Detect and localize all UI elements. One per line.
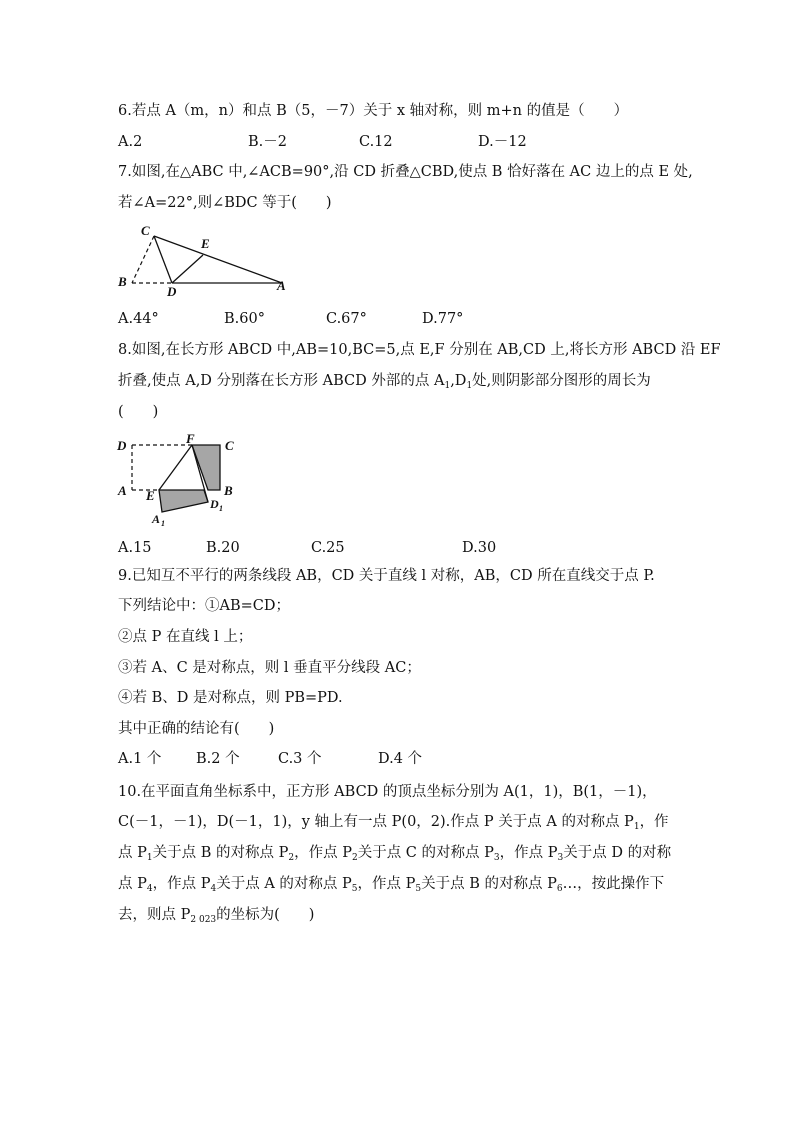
q8-sub-a1: 1 bbox=[444, 381, 451, 391]
q7-triangle-figure bbox=[112, 222, 297, 298]
q7-option-d: D.77° bbox=[422, 311, 464, 327]
q10-line5-sub: 2 023 bbox=[190, 915, 217, 925]
q7-segment-cd bbox=[154, 236, 172, 283]
q10-line3-c: ，作点 P bbox=[294, 845, 352, 861]
q8-stem-line1: 8.如图,在长方形 ABCD 中,AB=10,BC=5,点 E,F 分别在 AB,CD 上,将长方形 ABCD 沿 EF bbox=[118, 342, 721, 358]
q8-shaded-region-lower bbox=[159, 490, 208, 512]
q8-stem-line2-a: 折叠,使点 A,D 分别落在长方形 ABCD 外部的点 A bbox=[118, 373, 445, 389]
q8-label-d: D bbox=[117, 438, 127, 453]
q9-stem-line2: 下列结论中：①AB=CD； bbox=[118, 598, 290, 614]
q8-option-b: B.20 bbox=[206, 540, 240, 556]
q10-line3-e: ，作点 P bbox=[499, 845, 558, 861]
q8-label-a: A bbox=[118, 483, 127, 498]
q7-label-b: B bbox=[118, 274, 127, 289]
q7-segment-ca bbox=[154, 236, 282, 283]
q10-line2-sub: 1 bbox=[633, 822, 640, 832]
q7-label-d: D bbox=[167, 284, 177, 298]
q10-line3-sub3: 2 bbox=[351, 853, 358, 863]
q8-label-e: E bbox=[146, 488, 155, 503]
q10-line4-sub5: 6 bbox=[556, 884, 563, 894]
q6-option-c: C.12 bbox=[359, 134, 393, 150]
q10-line3-sub4: 3 bbox=[493, 853, 500, 863]
q10-line4-b: ，作点 P bbox=[152, 876, 211, 892]
q10-line3-sub5: 3 bbox=[557, 853, 564, 863]
q10-line3-a: 点 P bbox=[118, 845, 147, 861]
q7-label-a: A bbox=[277, 278, 286, 293]
q6-option-b: B.－2 bbox=[248, 134, 287, 150]
q10-line4-sub3: 5 bbox=[351, 884, 358, 894]
q8-label-d1: D bbox=[210, 497, 219, 511]
q10-line2-tail: ，作 bbox=[639, 814, 669, 830]
q9-item-4: ④若 B、D 是对称点，则 PB=PD. bbox=[118, 690, 343, 706]
q7-label-e: E bbox=[201, 236, 210, 251]
q8-stem-line2-c: 处,则阴影部分图形的周长为 bbox=[472, 373, 651, 389]
q6-option-d: D.－12 bbox=[478, 134, 527, 150]
q8-label-a1: A bbox=[152, 512, 161, 526]
q10-line3-f: 关于点 D 的对称 bbox=[563, 845, 672, 861]
q10-line2-text: C(－1，－1)，D(－1，1)，y 轴上有一点 P(0，2).作点 P 关于点 A 的对称点 P bbox=[118, 814, 634, 830]
q9-option-c: C.3 个 bbox=[278, 751, 322, 767]
q8-shaded-region-upper bbox=[192, 445, 220, 490]
q8-stem-line2 bbox=[118, 371, 651, 391]
q10-line4-sub1: 4 bbox=[146, 884, 153, 894]
q7-segment-de bbox=[172, 255, 203, 283]
q10-line4-c: 关于点 A 的对称点 P bbox=[216, 876, 352, 892]
q8-fold-line-ef bbox=[159, 445, 192, 490]
q8-option-a: A.15 bbox=[118, 540, 152, 556]
q10-line4 bbox=[118, 874, 664, 894]
q8-stem-line2-b: ,D bbox=[450, 373, 467, 389]
q10-line5 bbox=[118, 905, 314, 925]
q9-option-d: D.4 个 bbox=[378, 751, 423, 767]
q10-line4-d: ，作点 P bbox=[357, 876, 416, 892]
q10-line4-sub2: 4 bbox=[210, 884, 217, 894]
q7-option-b: B.60° bbox=[224, 311, 265, 327]
q10-line2 bbox=[118, 812, 669, 832]
q10-line3-b: 关于点 B 的对称点 P bbox=[152, 845, 289, 861]
q10-line4-e: 关于点 B 的对称点 P bbox=[421, 876, 557, 892]
q10-line3-sub1: 1 bbox=[146, 853, 153, 863]
q8-sub-d1: 1 bbox=[466, 381, 473, 391]
q6-stem: 6.若点 A（m，n）和点 B（5，－7）关于 x 轴对称，则 m+n 的值是（ ） bbox=[118, 103, 629, 119]
q8-label-c: C bbox=[225, 438, 234, 453]
q7-label-c: C bbox=[141, 223, 150, 238]
q10-line3-d: 关于点 C 的对称点 P bbox=[357, 845, 494, 861]
q8-stem-line3: ( ) bbox=[118, 404, 159, 420]
q8-label-a1-subscript: 1 bbox=[161, 519, 165, 528]
q7-segment-cb-dashed bbox=[132, 236, 154, 283]
q10-line4-f: …，按此操作下 bbox=[562, 876, 665, 892]
q9-stem-line1: 9.已知互不平行的两条线段 AB，CD 关于直线 l 对称，AB，CD 所在直线交于点 P. bbox=[118, 568, 655, 584]
q8-rectangle-figure bbox=[112, 432, 252, 528]
q10-line1: 10.在平面直角坐标系中，正方形 ABCD 的顶点坐标分别为 A(1，1)，B(1，－1)， bbox=[118, 784, 657, 800]
q10-line3 bbox=[118, 843, 671, 863]
q9-option-b: B.2 个 bbox=[196, 751, 240, 767]
q8-label-b: B bbox=[224, 483, 233, 498]
q10-line5-b: 的坐标为( ) bbox=[216, 907, 315, 923]
q8-label-f: F bbox=[186, 432, 195, 446]
q10-line4-sub4: 5 bbox=[415, 884, 422, 894]
q9-ask: 其中正确的结论有( ) bbox=[118, 721, 275, 737]
q10-line3-sub2: 2 bbox=[288, 853, 295, 863]
q7-option-c: C.67° bbox=[326, 311, 367, 327]
q9-option-a: A.1 个 bbox=[118, 751, 162, 767]
q9-item-3: ③若 A、C 是对称点，则 l 垂直平分线段 AC； bbox=[118, 660, 421, 676]
q10-line4-a: 点 P bbox=[118, 876, 147, 892]
q7-stem-line2: 若∠A=22°,则∠BDC 等于( ) bbox=[118, 195, 332, 211]
q8-label-d1-subscript: 1 bbox=[219, 504, 223, 513]
q10-line5-a: 去，则点 P bbox=[118, 907, 191, 923]
q8-option-d: D.30 bbox=[462, 540, 497, 556]
q9-item-2: ②点 P 在直线 l 上； bbox=[118, 629, 253, 645]
q7-stem-line1: 7.如图,在△ABC 中,∠ACB=90°,沿 CD 折叠△CBD,使点 B 恰好落在 AC 边上的点 E 处, bbox=[118, 164, 693, 180]
q7-option-a: A.44° bbox=[118, 311, 159, 327]
q6-option-a: A.2 bbox=[118, 134, 143, 150]
q8-option-c: C.25 bbox=[311, 540, 345, 556]
